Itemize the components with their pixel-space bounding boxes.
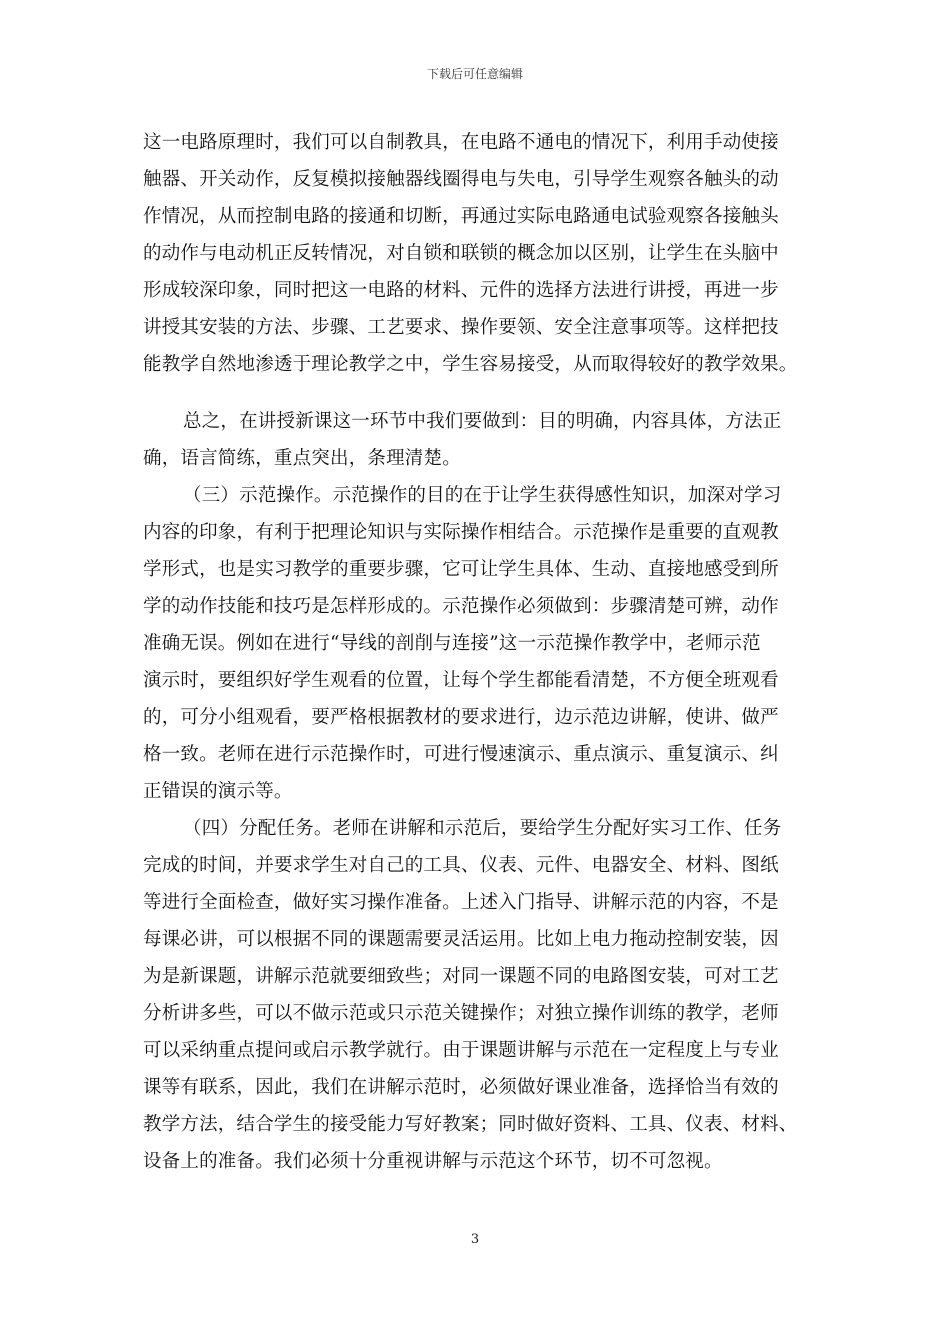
paragraph-circuit-teaching: [143, 124, 823, 383]
page-header: 下载后可任意编辑: [426, 67, 523, 81]
paragraph-task-assignment: [143, 810, 823, 1180]
text-line: 可以采纳重点提问或启示教学就行。由于课题讲解与示范在一定程度上与专业: [143, 1040, 779, 1061]
text-line: 触器、开关动作，反复模拟接触器线圈得电与失电，引导学生观察各触头的动: [143, 169, 779, 190]
text-line: 为是新课题，讲解示范就要细致些；对同一课题不同的电路图安装，可对工艺: [143, 966, 779, 987]
text-line: 准确无误。例如在进行“导线的剖削与连接”这一示范操作教学中，老师示范: [143, 633, 761, 654]
text-line: 教学方法，结合学生的接受能力写好教案；同时做好资料、工具、仪表、材料、: [143, 1114, 798, 1135]
text-line: 的动作与电动机正反转情况，对自锁和联锁的概念加以区别，让学生在头脑中: [143, 243, 779, 264]
text-line: 学形式，也是实习教学的重要步骤，它可让学生具体、生动、直接地感受到所: [143, 559, 779, 580]
text-line: 这一电路原理时，我们可以自制教具，在电路不通电的情况下，利用手动使接: [143, 132, 779, 153]
text-line: 完成的时间，并要求学生对自己的工具、仪表、元件、电器安全、材料、图纸: [143, 855, 779, 876]
paragraph-summary: [143, 403, 823, 477]
text-line: 作情况，从而控制电路的接通和切断，再通过实际电路通电试验观察各接触头: [143, 206, 779, 227]
page-number: 3: [470, 1232, 480, 1247]
text-line: 设备上的准备。我们必须十分重视讲解与示范这个环节，切不可忽视。: [143, 1151, 723, 1172]
text-line: 学的动作技能和技巧是怎样形成的。示范操作必须做到：步骤清楚可辨，动作: [143, 596, 779, 617]
text-line: 内容的印象，有利于把理论知识与实际操作相结合。示范操作是重要的直观教: [143, 522, 779, 543]
text-line: 等进行全面检查，做好实习操作准备。上述入门指导、讲解示范的内容，不是: [143, 892, 779, 913]
text-line: 每课必讲，可以根据不同的课题需要灵活运用。比如上电力拖动控制安装，因: [143, 929, 779, 950]
text-line: 演示时，要组织好学生观看的位置，让每个学生都能看清楚，不方便全班观看: [143, 670, 779, 691]
text-line: 分析讲多些，可以不做示范或只示范关键操作；对独立操作训练的教学，老师: [143, 1003, 779, 1024]
text-line: （四）分配任务。老师在讲解和示范后，要给学生分配好实习工作、任务: [183, 818, 782, 839]
text-line: 形成较深印象，同时把这一电路的材料、元件的选择方法进行讲授，再进一步: [143, 280, 779, 301]
text-line: 确，语言简练，重点突出，条理清楚。: [143, 448, 461, 469]
text-line: 讲授其安装的方法、步骤、工艺要求、操作要领、安全注意事项等。这样把技: [143, 317, 779, 338]
text-line: 总之，在讲授新课这一环节中我们要做到：目的明确，内容具体，方法正: [183, 411, 782, 432]
paragraph-gap: [143, 383, 823, 403]
text-line: 课等有联系，因此，我们在讲解示范时，必须做好课业准备，选择恰当有效的: [143, 1077, 779, 1098]
document-body: [143, 124, 823, 1180]
text-line: 的，可分小组观看，要严格根据教材的要求进行，边示范边讲解，使讲、做严: [143, 707, 779, 728]
paragraph-demonstration: [143, 477, 823, 810]
text-line: 格一致。老师在进行示范操作时，可进行慢速演示、重点演示、重复演示、纠: [143, 744, 779, 765]
text-line: 能教学自然地渗透于理论教学之中，学生容易接受，从而取得较好的教学效果。: [143, 354, 798, 375]
text-line: （三）示范操作。示范操作的目的在于让学生获得感性知识，加深对学习: [183, 485, 782, 506]
text-line: 正错误的演示等。: [143, 781, 293, 802]
